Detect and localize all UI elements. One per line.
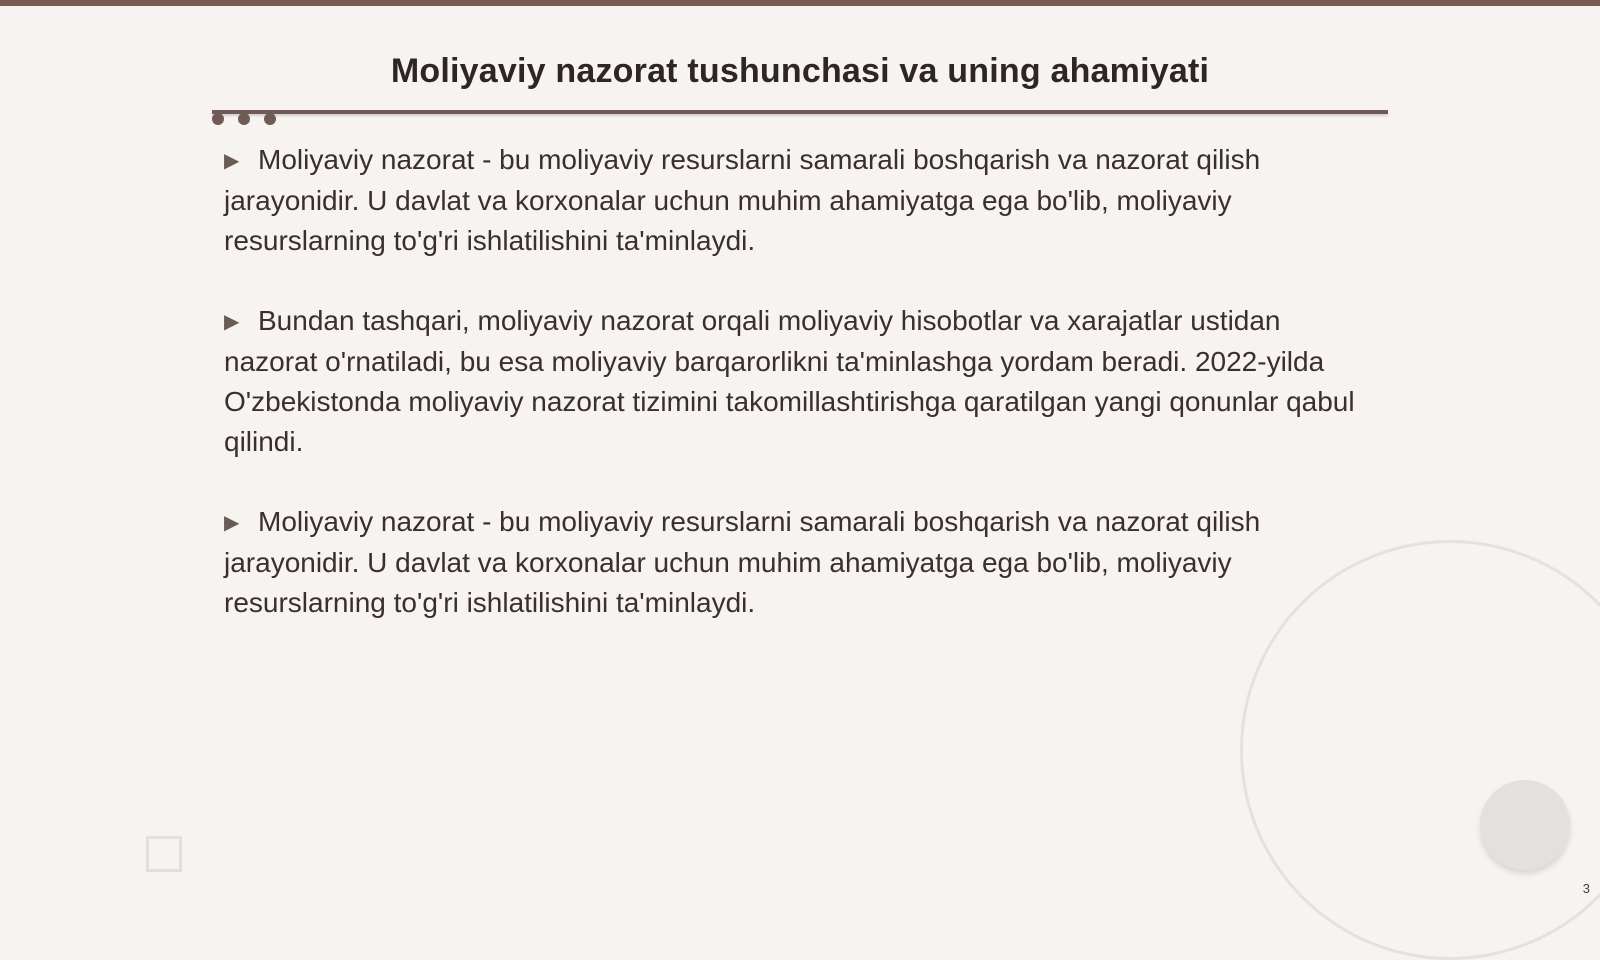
top-accent-bar <box>0 0 1600 6</box>
bullet-paragraph-3 <box>224 502 1374 623</box>
decorative-square <box>146 836 182 872</box>
bullet-arrow-icon: ▶ <box>224 512 240 534</box>
decorative-dot <box>238 113 250 125</box>
paragraph-text: Moliyaviy nazorat - bu moliyaviy resurslarni samarali boshqarish va nazorat qilish jarayonidir. U davlat va korxonalar uchun muhim ahamiyatga ega bo'lib, moliyaviy resurslarning to'g'ri ishlatilishini ta'minlaydi. <box>224 506 1261 618</box>
decorative-circle-filled <box>1480 780 1570 870</box>
decorative-dot <box>212 113 224 125</box>
bullet-paragraph-1 <box>224 140 1374 261</box>
bullet-arrow-icon: ▶ <box>224 150 240 172</box>
bullet-arrow-icon: ▶ <box>224 311 240 333</box>
slide-title: Moliyaviy nazorat tushunchasi va uning ahamiyati <box>390 52 1210 90</box>
slide-body <box>224 140 1374 663</box>
bullet-paragraph-2 <box>224 301 1374 462</box>
page-number: 3 <box>1582 881 1590 896</box>
decorative-dot <box>264 113 276 125</box>
title-underline <box>212 110 1388 114</box>
paragraph-text: Moliyaviy nazorat - bu moliyaviy resurslarni samarali boshqarish va nazorat qilish jarayonidir. U davlat va korxonalar uchun muhim ahamiyatga ega bo'lib, moliyaviy resurslarning to'g'ri ishlatilishini ta'minlaydi. <box>224 144 1261 256</box>
paragraph-text: Bundan tashqari, moliyaviy nazorat orqali moliyaviy hisobotlar va xarajatlar ustidan nazorat o'rnatiladi, bu esa moliyaviy barqarorlikni ta'minlashga yordam beradi. 2022-yilda O'zbekistonda moliyaviy nazorat tizimini takomillashtirishga qaratilgan yangi qonunlar qabul qilindi. <box>224 305 1355 457</box>
